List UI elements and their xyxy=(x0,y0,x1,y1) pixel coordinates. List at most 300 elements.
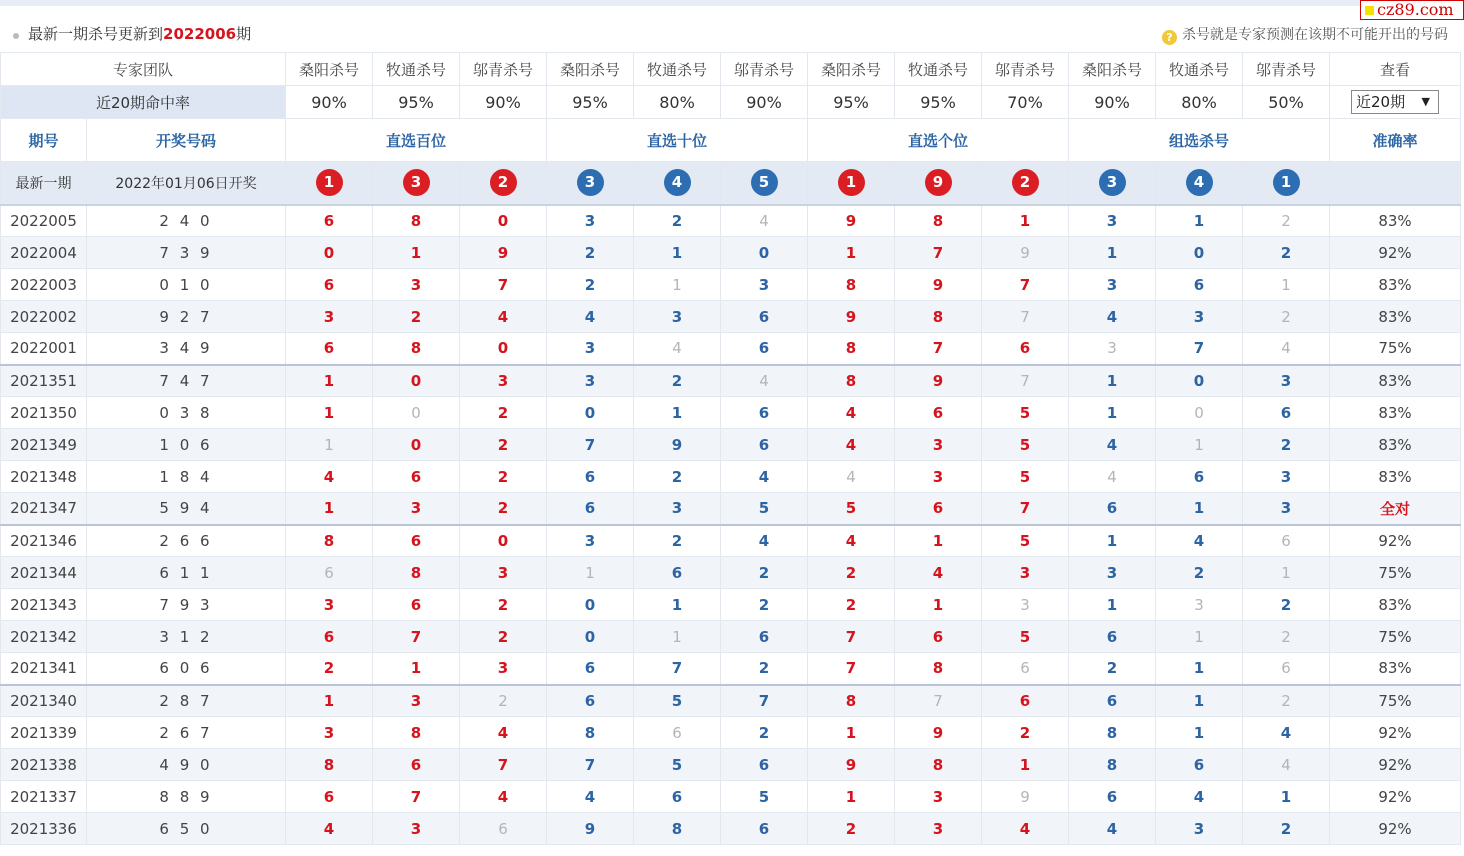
table-row xyxy=(1,237,1461,269)
kill-number: 5 xyxy=(982,525,1069,557)
hit-rate-value: 95% xyxy=(808,86,895,119)
kill-number: 6 xyxy=(982,333,1069,365)
expert-name[interactable]: 邬青杀号 xyxy=(460,53,547,86)
table-row xyxy=(1,333,1461,365)
kill-number: 6 xyxy=(286,205,373,237)
kill-number: 4 xyxy=(460,717,547,749)
kill-number: 3 xyxy=(1243,365,1330,397)
kill-ball-cell xyxy=(808,162,895,205)
kill-number: 2 xyxy=(1243,589,1330,621)
kill-number: 4 xyxy=(460,301,547,333)
kill-number: 2 xyxy=(982,717,1069,749)
kill-number: 2 xyxy=(1243,813,1330,845)
kill-number: 9 xyxy=(808,301,895,333)
hit-rate-value: 95% xyxy=(373,86,460,119)
row-draw-numbers: 2 6 6 xyxy=(87,525,286,557)
table-row xyxy=(1,301,1461,333)
row-issue: 2021337 xyxy=(1,781,87,813)
kill-number: 4 xyxy=(982,813,1069,845)
kill-number: 6 xyxy=(373,461,460,493)
kill-number: 2 xyxy=(460,429,547,461)
kill-number: 1 xyxy=(286,685,373,717)
kill-number: 8 xyxy=(808,365,895,397)
view-label: 查看 xyxy=(1330,53,1461,86)
row-draw-numbers: 8 8 9 xyxy=(87,781,286,813)
kill-number: 2 xyxy=(373,301,460,333)
kill-number: 3 xyxy=(895,781,982,813)
kill-number: 4 xyxy=(721,365,808,397)
kill-ball-cell xyxy=(1243,162,1330,205)
kill-number: 6 xyxy=(1156,461,1243,493)
row-draw-numbers: 5 9 4 xyxy=(87,493,286,525)
col-tens: 直选十位 xyxy=(547,119,808,162)
bullet-icon xyxy=(13,33,19,39)
kill-number: 4 xyxy=(1243,333,1330,365)
kill-number: 4 xyxy=(1069,813,1156,845)
kill-number: 8 xyxy=(1069,749,1156,781)
kill-number: 8 xyxy=(373,333,460,365)
kill-number: 7 xyxy=(982,269,1069,301)
kill-number: 1 xyxy=(1156,493,1243,525)
kill-number: 8 xyxy=(634,813,721,845)
kill-number: 0 xyxy=(1156,397,1243,429)
expert-name[interactable]: 桑阳杀号 xyxy=(1069,53,1156,86)
kill-number: 4 xyxy=(1156,781,1243,813)
row-draw-numbers: 2 4 0 xyxy=(87,205,286,237)
row-issue: 2021338 xyxy=(1,749,87,781)
expert-name[interactable]: 牧通杀号 xyxy=(1156,53,1243,86)
row-issue: 2021344 xyxy=(1,557,87,589)
kill-number: 4 xyxy=(721,461,808,493)
row-issue: 2021336 xyxy=(1,813,87,845)
kill-number: 2 xyxy=(547,269,634,301)
row-draw-numbers: 3 4 9 xyxy=(87,333,286,365)
kill-number: 5 xyxy=(808,493,895,525)
kill-number: 7 xyxy=(1156,333,1243,365)
kill-ball-cell xyxy=(373,162,460,205)
kill-number: 3 xyxy=(721,269,808,301)
kill-number: 0 xyxy=(373,397,460,429)
kill-number: 3 xyxy=(895,461,982,493)
kill-number: 2 xyxy=(721,717,808,749)
kill-number: 2 xyxy=(634,205,721,237)
kill-number: 3 xyxy=(1069,205,1156,237)
row-accuracy: 75% xyxy=(1330,685,1461,717)
kill-number: 6 xyxy=(634,557,721,589)
kill-ball: 1 xyxy=(1273,169,1300,196)
kill-number: 3 xyxy=(982,589,1069,621)
row-accuracy: 83% xyxy=(1330,461,1461,493)
kill-number: 6 xyxy=(1069,685,1156,717)
hit-rate-row xyxy=(1,86,1461,119)
kill-number: 5 xyxy=(982,621,1069,653)
row-accuracy: 75% xyxy=(1330,333,1461,365)
kill-number: 1 xyxy=(1069,589,1156,621)
hit-rate-value: 95% xyxy=(895,86,982,119)
kill-number: 2 xyxy=(808,813,895,845)
latest-row xyxy=(1,162,1461,205)
kill-number: 1 xyxy=(286,429,373,461)
kill-number: 7 xyxy=(982,301,1069,333)
kill-number: 3 xyxy=(1243,461,1330,493)
kill-number: 6 xyxy=(1156,269,1243,301)
row-issue: 2021341 xyxy=(1,653,87,685)
kill-number: 1 xyxy=(634,269,721,301)
kill-number: 8 xyxy=(286,749,373,781)
table-row xyxy=(1,589,1461,621)
kill-number: 7 xyxy=(460,269,547,301)
kill-number: 6 xyxy=(373,749,460,781)
table-row xyxy=(1,461,1461,493)
kill-number: 1 xyxy=(286,493,373,525)
period-select[interactable] xyxy=(1351,90,1439,114)
kill-number: 6 xyxy=(1069,621,1156,653)
expert-name[interactable]: 牧通杀号 xyxy=(634,53,721,86)
row-draw-numbers: 7 4 7 xyxy=(87,365,286,397)
kill-number: 6 xyxy=(373,525,460,557)
table-row xyxy=(1,557,1461,589)
kill-ball: 3 xyxy=(403,169,430,196)
kill-number: 5 xyxy=(721,493,808,525)
kill-number: 3 xyxy=(460,365,547,397)
row-accuracy: 92% xyxy=(1330,781,1461,813)
kill-number: 2 xyxy=(460,461,547,493)
row-accuracy: 83% xyxy=(1330,589,1461,621)
kill-number: 2 xyxy=(547,237,634,269)
row-accuracy: 92% xyxy=(1330,749,1461,781)
kill-number: 1 xyxy=(808,237,895,269)
kill-number: 1 xyxy=(1156,685,1243,717)
table-row xyxy=(1,621,1461,653)
kill-number: 1 xyxy=(1156,717,1243,749)
update-notice xyxy=(28,23,251,44)
kill-number: 4 xyxy=(460,781,547,813)
kill-number: 5 xyxy=(634,685,721,717)
col-issue: 期号 xyxy=(1,119,87,162)
tip-text: 杀号就是专家预测在该期不可能开出的号码 xyxy=(1182,27,1448,43)
row-accuracy: 92% xyxy=(1330,813,1461,845)
row-issue: 2021349 xyxy=(1,429,87,461)
column-header-row xyxy=(1,119,1461,162)
row-accuracy: 全对 xyxy=(1330,493,1461,525)
kill-number: 4 xyxy=(547,301,634,333)
kill-table xyxy=(0,52,1461,845)
kill-number: 7 xyxy=(373,781,460,813)
kill-number: 7 xyxy=(982,493,1069,525)
kill-ball-cell xyxy=(1069,162,1156,205)
kill-number: 3 xyxy=(286,301,373,333)
kill-number: 6 xyxy=(634,781,721,813)
expert-name[interactable]: 桑阳杀号 xyxy=(286,53,373,86)
notice-suffix: 期 xyxy=(236,25,252,43)
kill-number: 3 xyxy=(982,557,1069,589)
row-accuracy: 83% xyxy=(1330,429,1461,461)
question-icon: ? xyxy=(1162,30,1177,45)
kill-number: 4 xyxy=(1243,717,1330,749)
site-logo[interactable] xyxy=(1360,0,1464,20)
expert-team-label: 专家团队 xyxy=(1,53,286,86)
expert-name[interactable]: 邬青杀号 xyxy=(721,53,808,86)
kill-number: 0 xyxy=(721,237,808,269)
kill-number: 4 xyxy=(895,557,982,589)
kill-number: 3 xyxy=(895,813,982,845)
row-accuracy: 92% xyxy=(1330,717,1461,749)
kill-number: 2 xyxy=(460,397,547,429)
kill-number: 6 xyxy=(1069,493,1156,525)
table-row xyxy=(1,749,1461,781)
kill-number: 2 xyxy=(1069,653,1156,685)
row-issue: 2022003 xyxy=(1,269,87,301)
kill-number: 0 xyxy=(1156,237,1243,269)
kill-number: 2 xyxy=(634,461,721,493)
kill-number: 2 xyxy=(1243,237,1330,269)
kill-number: 9 xyxy=(634,429,721,461)
kill-number: 4 xyxy=(808,525,895,557)
kill-number: 7 xyxy=(460,749,547,781)
row-issue: 2021346 xyxy=(1,525,87,557)
kill-number: 2 xyxy=(460,589,547,621)
kill-number: 7 xyxy=(808,621,895,653)
period-select-value: 近20期 xyxy=(1356,93,1406,111)
kill-number: 1 xyxy=(286,397,373,429)
kill-number: 2 xyxy=(1243,301,1330,333)
expert-name[interactable]: 邬青杀号 xyxy=(982,53,1069,86)
kill-number: 6 xyxy=(547,461,634,493)
row-draw-numbers: 0 1 0 xyxy=(87,269,286,301)
kill-number: 4 xyxy=(721,205,808,237)
kill-number: 1 xyxy=(895,525,982,557)
kill-number: 1 xyxy=(634,621,721,653)
expert-name[interactable]: 桑阳杀号 xyxy=(547,53,634,86)
kill-ball: 5 xyxy=(751,169,778,196)
row-accuracy: 83% xyxy=(1330,365,1461,397)
kill-ball-cell xyxy=(286,162,373,205)
kill-number: 4 xyxy=(286,813,373,845)
row-issue: 2021339 xyxy=(1,717,87,749)
kill-number: 2 xyxy=(808,557,895,589)
row-issue: 2021351 xyxy=(1,365,87,397)
kill-number: 5 xyxy=(982,429,1069,461)
row-accuracy: 92% xyxy=(1330,525,1461,557)
kill-ball-cell xyxy=(895,162,982,205)
kill-number: 2 xyxy=(1156,557,1243,589)
expert-name[interactable]: 桑阳杀号 xyxy=(808,53,895,86)
dropdown-arrow-icon[interactable]: ▼ xyxy=(1421,95,1431,108)
kill-number: 6 xyxy=(1243,525,1330,557)
row-draw-numbers: 7 3 9 xyxy=(87,237,286,269)
kill-number: 1 xyxy=(373,653,460,685)
table-row xyxy=(1,781,1461,813)
row-draw-numbers: 3 1 2 xyxy=(87,621,286,653)
expert-name[interactable]: 牧通杀号 xyxy=(373,53,460,86)
kill-number: 6 xyxy=(982,685,1069,717)
row-draw-numbers: 2 8 7 xyxy=(87,685,286,717)
kill-number: 1 xyxy=(1156,205,1243,237)
kill-number: 0 xyxy=(547,589,634,621)
row-issue: 2021342 xyxy=(1,621,87,653)
kill-number: 3 xyxy=(373,493,460,525)
kill-number: 4 xyxy=(1069,461,1156,493)
kill-number: 8 xyxy=(895,749,982,781)
kill-number: 2 xyxy=(460,685,547,717)
table-row xyxy=(1,525,1461,557)
kill-number: 3 xyxy=(1156,589,1243,621)
kill-ball: 3 xyxy=(577,169,604,196)
kill-number: 2 xyxy=(460,493,547,525)
row-accuracy: 83% xyxy=(1330,653,1461,685)
kill-number: 1 xyxy=(547,557,634,589)
kill-number: 3 xyxy=(634,493,721,525)
hit-rate-value: 90% xyxy=(286,86,373,119)
kill-number: 3 xyxy=(634,301,721,333)
row-draw-numbers: 1 8 4 xyxy=(87,461,286,493)
kill-number: 2 xyxy=(286,653,373,685)
kill-ball-cell xyxy=(721,162,808,205)
kill-number: 1 xyxy=(1069,397,1156,429)
kill-number: 6 xyxy=(286,781,373,813)
kill-number: 6 xyxy=(634,717,721,749)
row-issue: 2022005 xyxy=(1,205,87,237)
row-draw-numbers: 7 9 3 xyxy=(87,589,286,621)
hit-rate-value: 90% xyxy=(721,86,808,119)
kill-number: 4 xyxy=(1069,429,1156,461)
kill-number: 1 xyxy=(1156,429,1243,461)
kill-number: 0 xyxy=(460,333,547,365)
row-accuracy: 83% xyxy=(1330,269,1461,301)
row-accuracy: 75% xyxy=(1330,557,1461,589)
kill-ball-cell xyxy=(634,162,721,205)
hit-rate-value: 95% xyxy=(547,86,634,119)
kill-number: 5 xyxy=(982,397,1069,429)
kill-number: 2 xyxy=(634,525,721,557)
kill-number: 6 xyxy=(982,653,1069,685)
kill-number: 8 xyxy=(895,301,982,333)
table-row xyxy=(1,365,1461,397)
col-accuracy: 准确率 xyxy=(1330,119,1461,162)
row-accuracy: 83% xyxy=(1330,301,1461,333)
kill-number: 4 xyxy=(808,397,895,429)
kill-number: 6 xyxy=(460,813,547,845)
kill-number: 2 xyxy=(1243,621,1330,653)
kill-number: 2 xyxy=(721,653,808,685)
kill-number: 1 xyxy=(1243,557,1330,589)
kill-number: 4 xyxy=(1156,525,1243,557)
kill-number: 6 xyxy=(895,493,982,525)
kill-number: 0 xyxy=(460,525,547,557)
hit-rate-value: 50% xyxy=(1243,86,1330,119)
kill-number: 5 xyxy=(982,461,1069,493)
expert-row xyxy=(1,53,1461,86)
expert-name[interactable]: 牧通杀号 xyxy=(895,53,982,86)
kill-number: 8 xyxy=(547,717,634,749)
kill-number: 4 xyxy=(808,461,895,493)
kill-number: 7 xyxy=(895,333,982,365)
kill-number: 2 xyxy=(1243,429,1330,461)
kill-number: 3 xyxy=(1069,333,1156,365)
kill-number: 8 xyxy=(1069,717,1156,749)
kill-number: 0 xyxy=(460,205,547,237)
kill-number: 2 xyxy=(808,589,895,621)
kill-number: 6 xyxy=(1156,749,1243,781)
kill-number: 7 xyxy=(895,237,982,269)
kill-number: 6 xyxy=(373,589,460,621)
row-draw-numbers: 2 6 7 xyxy=(87,717,286,749)
kill-ball: 1 xyxy=(316,169,343,196)
kill-number: 6 xyxy=(721,621,808,653)
kill-number: 0 xyxy=(1156,365,1243,397)
kill-number: 3 xyxy=(373,269,460,301)
kill-number: 7 xyxy=(808,653,895,685)
kill-number: 2 xyxy=(1243,685,1330,717)
kill-number: 3 xyxy=(1069,269,1156,301)
kill-number: 8 xyxy=(373,205,460,237)
notice-issue: 2022006 xyxy=(163,25,237,43)
row-issue: 2022002 xyxy=(1,301,87,333)
kill-number: 6 xyxy=(286,269,373,301)
kill-number: 1 xyxy=(634,397,721,429)
kill-number: 6 xyxy=(286,621,373,653)
latest-accuracy-empty xyxy=(1330,162,1461,205)
kill-number: 3 xyxy=(460,653,547,685)
kill-number: 7 xyxy=(547,749,634,781)
kill-number: 4 xyxy=(547,781,634,813)
kill-number: 4 xyxy=(808,429,895,461)
kill-number: 7 xyxy=(895,685,982,717)
row-draw-numbers: 1 0 6 xyxy=(87,429,286,461)
hit-rate-value: 80% xyxy=(1156,86,1243,119)
row-draw-numbers: 4 9 0 xyxy=(87,749,286,781)
kill-ball: 4 xyxy=(1186,169,1213,196)
kill-number: 6 xyxy=(721,813,808,845)
kill-number: 0 xyxy=(373,365,460,397)
kill-number: 0 xyxy=(286,237,373,269)
hit-rate-value: 70% xyxy=(982,86,1069,119)
kill-number: 6 xyxy=(547,685,634,717)
table-row xyxy=(1,269,1461,301)
kill-number: 6 xyxy=(721,397,808,429)
kill-number: 1 xyxy=(634,237,721,269)
kill-number: 1 xyxy=(808,717,895,749)
kill-number: 6 xyxy=(1069,781,1156,813)
kill-number: 6 xyxy=(721,749,808,781)
kill-number: 7 xyxy=(547,429,634,461)
kill-ball-cell xyxy=(1156,162,1243,205)
kill-number: 5 xyxy=(721,781,808,813)
kill-number: 4 xyxy=(286,461,373,493)
kill-number: 0 xyxy=(373,429,460,461)
kill-number: 9 xyxy=(982,237,1069,269)
kill-ball-cell xyxy=(460,162,547,205)
expert-name[interactable]: 邬青杀号 xyxy=(1243,53,1330,86)
kill-number: 9 xyxy=(895,365,982,397)
kill-number: 1 xyxy=(808,781,895,813)
logo-square-icon xyxy=(1365,6,1374,15)
kill-number: 8 xyxy=(808,333,895,365)
kill-ball: 1 xyxy=(838,169,865,196)
logo-text: cz89.com xyxy=(1377,0,1454,19)
kill-number: 1 xyxy=(982,205,1069,237)
row-accuracy: 92% xyxy=(1330,237,1461,269)
hit-rate-value: 80% xyxy=(634,86,721,119)
kill-number: 1 xyxy=(1069,525,1156,557)
table-row xyxy=(1,429,1461,461)
kill-number: 3 xyxy=(547,205,634,237)
table-row xyxy=(1,717,1461,749)
kill-number: 6 xyxy=(721,333,808,365)
row-draw-numbers: 6 1 1 xyxy=(87,557,286,589)
hit-rate-value: 90% xyxy=(1069,86,1156,119)
kill-number: 8 xyxy=(286,525,373,557)
